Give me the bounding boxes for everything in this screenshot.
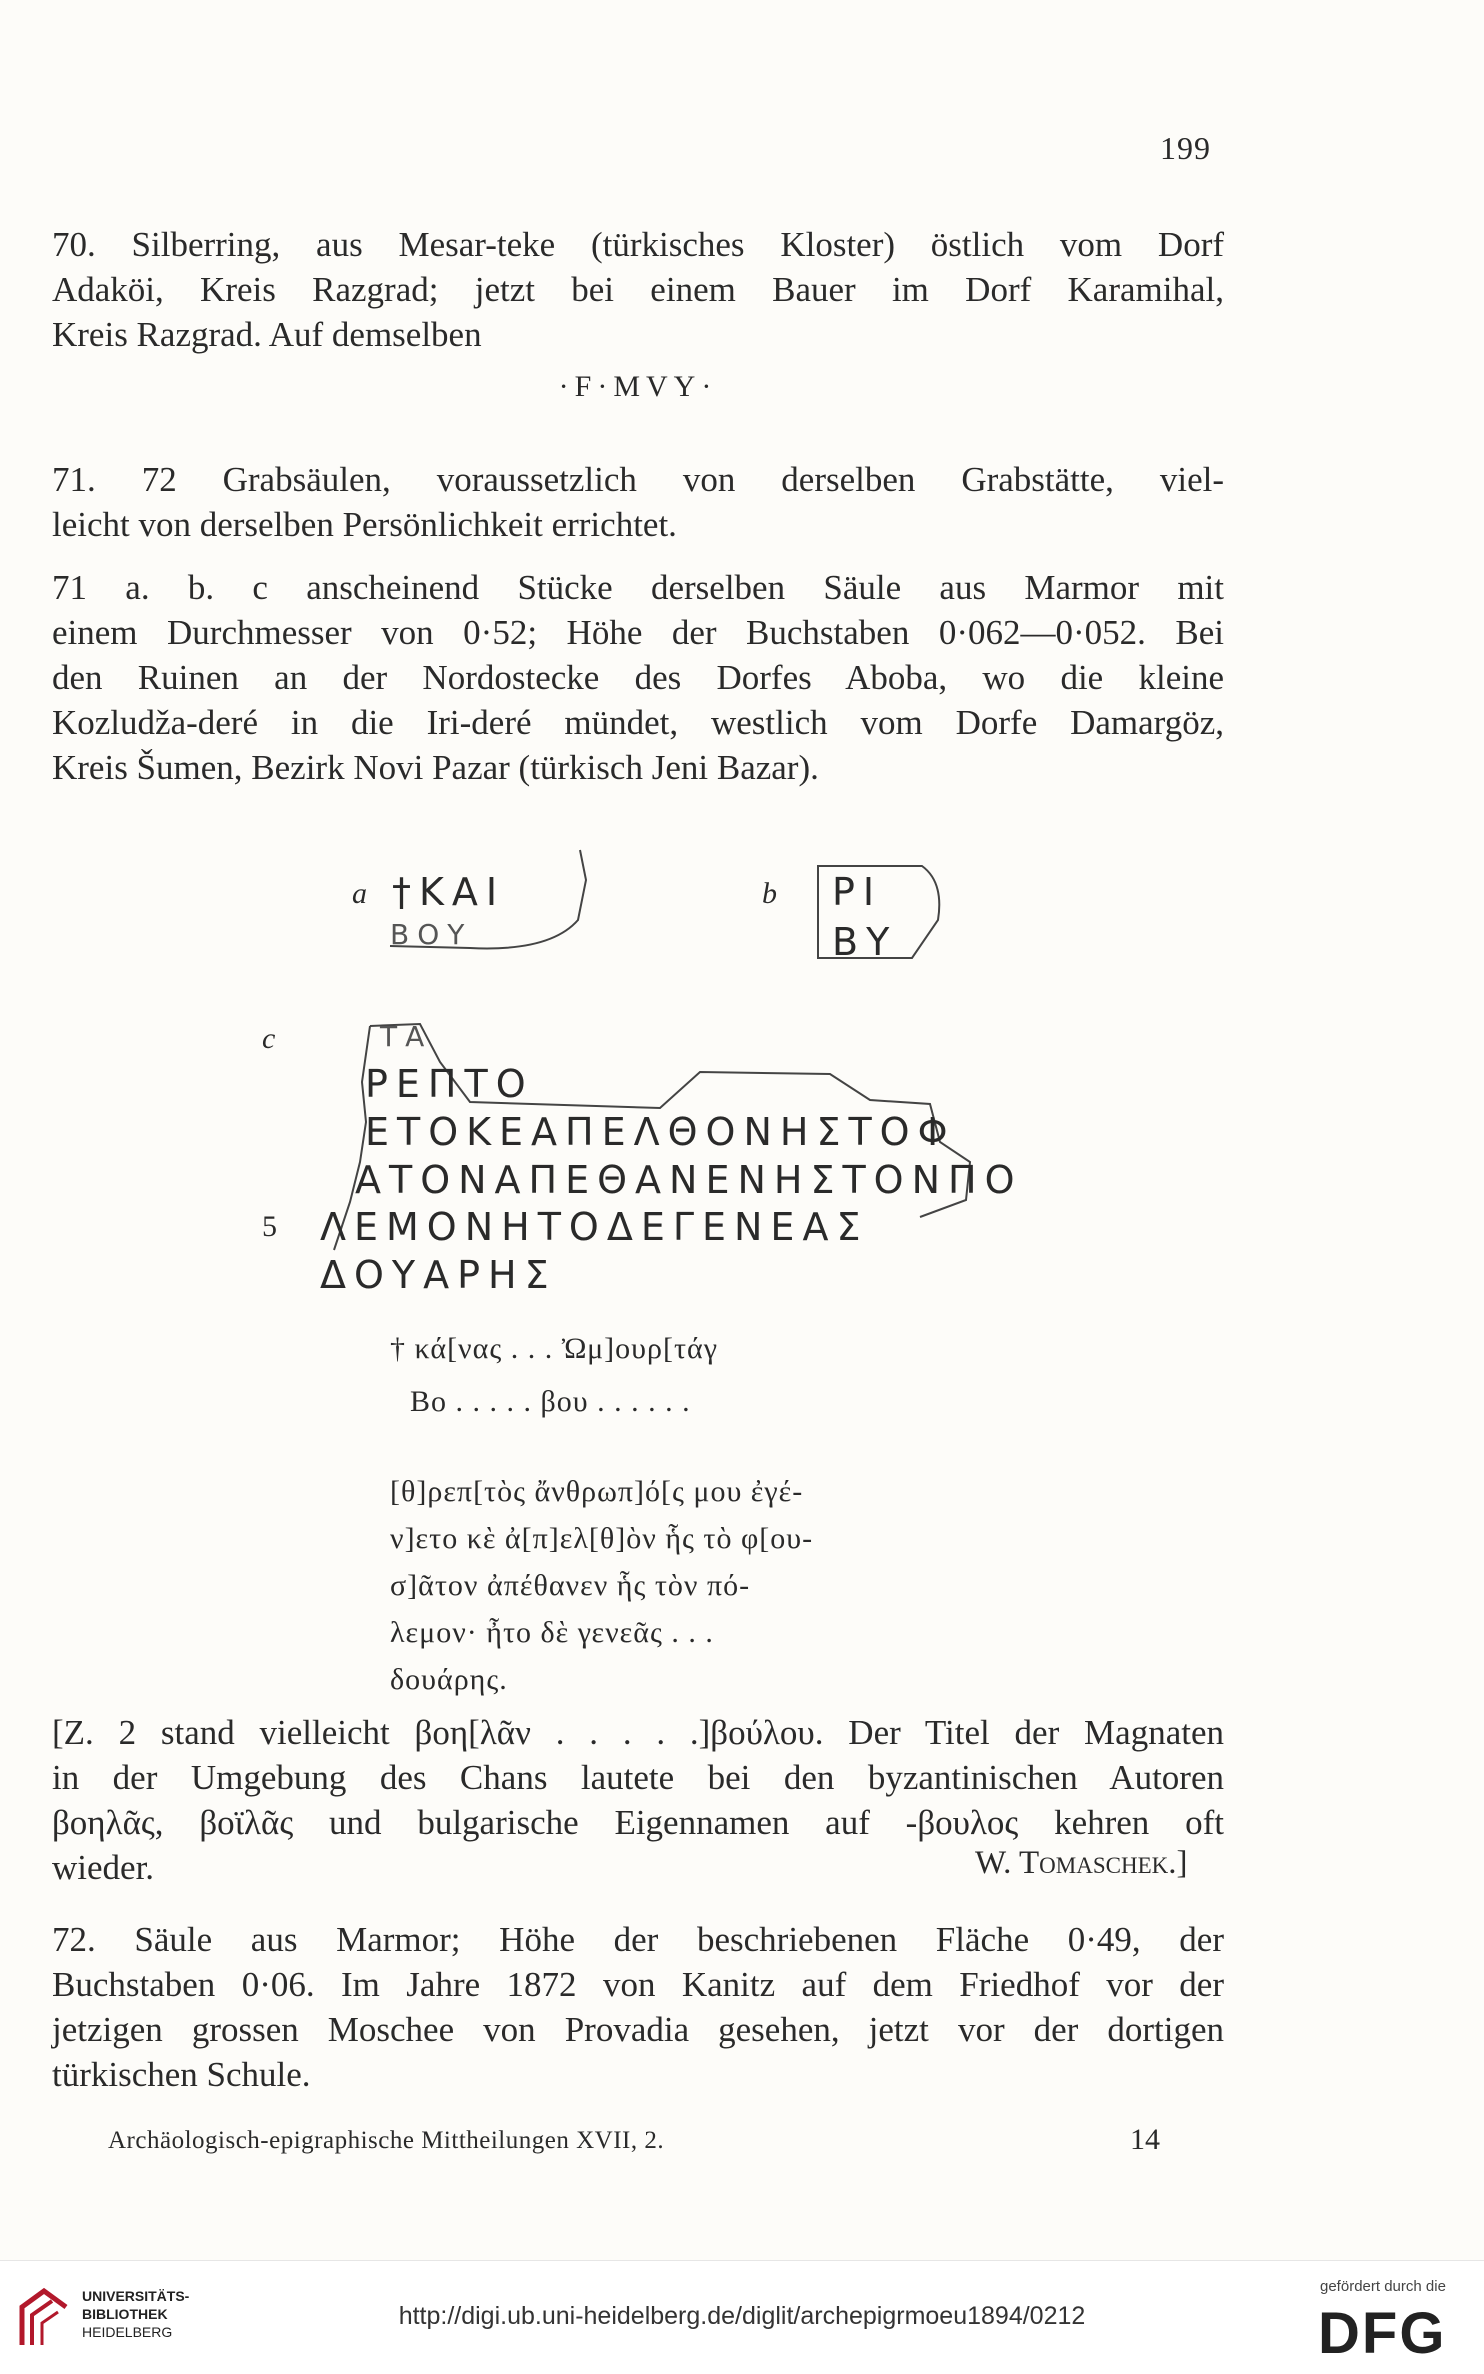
fragment-b-line2: ΒΥ xyxy=(832,920,898,964)
library-name-line: UNIVERSITÄTS- xyxy=(82,2288,190,2304)
text-line: den Ruinen an der Nordostecke des Dorfes Aboba, wo die kleine xyxy=(52,658,1224,697)
fragment-c-line: ΤΑ xyxy=(380,1020,433,1053)
text-line: Kozludža-deré in die Iri-deré mündet, westlich vom Dorfe Damargöz, xyxy=(52,703,1224,742)
paragraph-71 xyxy=(52,457,1224,547)
paragraph-72 xyxy=(52,1917,1224,2097)
fragment-c-line: ΛΕΜΟΝΗΤΟΔΕΓΕΝΕΑΣ xyxy=(320,1205,869,1249)
transcription-line: Βο . . . . . βου . . . . . . xyxy=(410,1385,691,1418)
fragment-a-line2: ΒΟΥ xyxy=(390,918,473,951)
footer-journal-title: Archäologisch-epigraphische Mittheilungen XVII, 2. xyxy=(108,2127,665,2154)
fragment-a-label: a xyxy=(352,877,367,910)
dfg-logo: DFG xyxy=(1318,2301,1447,2366)
text-line: leicht von derselben Persönlichkeit errichtet. xyxy=(52,505,677,544)
text-line: 71. 72 Grabsäulen, voraussetzlich von derselben Grabstätte, viel- xyxy=(52,460,1224,499)
transcription-line: σ]ᾶτον ἀπέθανεν ἧς τὸν πό- xyxy=(390,1569,751,1602)
text-line: 71 a. b. c anscheinend Stücke derselben Säule aus Marmor mit xyxy=(52,568,1224,607)
text-line: 70. Silberring, aus Mesar-teke (türkisches Kloster) östlich vom Dorf xyxy=(52,225,1224,264)
transcription-line: ν]ετο κὲ ἀ[π]ελ[θ]ὸν ἧς τὸ φ[ου- xyxy=(390,1522,814,1555)
text-line: türkischen Schule. xyxy=(52,2055,311,2094)
text-line: Adaköi, Kreis Razgrad; jetzt bei einem Bauer im Dorf Karamihal, xyxy=(52,270,1224,309)
text-line: [Z. 2 stand vielleicht βοη[λᾶν . . . . .]βούλου. Der Titel der Magnaten xyxy=(52,1713,1224,1752)
library-name-line: HEIDELBERG xyxy=(82,2324,173,2340)
fragment-b-label: b xyxy=(762,877,777,910)
paragraph-71abc xyxy=(52,565,1224,790)
note-signature: W. Tomaschek.] xyxy=(975,1845,1188,1881)
text-line: βοηλᾶς, βοϊλᾶς und bulgarische Eigennamen auf -βουλος kehren oft xyxy=(52,1803,1224,1842)
fragment-c-line: ΕΤΟΚΕΑΠΕΛΘΟΝΗΣΤΟΦ xyxy=(365,1110,956,1154)
source-url-link[interactable]: http://digi.ub.uni-heidelberg.de/diglit/archepigrmoeu1894/0212 xyxy=(398,2302,1086,2330)
library-name-line: BIBLIOTHEK xyxy=(82,2306,168,2322)
text-line: jetzigen grossen Moschee von Provadia gesehen, jetzt vor der dortigen xyxy=(52,2010,1224,2049)
ring-inscription: ·F·MVY· xyxy=(558,370,718,403)
paragraph-70 xyxy=(52,222,1224,357)
page-number: 199 xyxy=(1160,130,1211,166)
fragment-c-line: ΔΟΥΑΡΗΣ xyxy=(320,1253,557,1297)
text-line: 72. Säule aus Marmor; Höhe der beschriebenen Fläche 0·49, der xyxy=(52,1920,1224,1959)
text-line: Kreis Šumen, Bezirk Novi Pazar (türkisch Jeni Bazar). xyxy=(52,748,819,787)
funded-by-text: gefördert durch die xyxy=(1320,2278,1446,2295)
fragment-c-line: ΑΤΟΝΑΠΕΘΑΝΕΝΗΣΤΟΝΠΟ xyxy=(355,1158,1023,1202)
transcription-line: δουάρης. xyxy=(390,1663,508,1696)
text-line: in der Umgebung des Chans lautete bei den byzantinischen Autoren xyxy=(52,1758,1224,1797)
fragment-c-line: ΡΕΠΤΟ xyxy=(365,1062,534,1106)
text-line: einem Durchmesser von 0·52; Höhe der Buchstaben 0·062—0·052. Bei xyxy=(52,613,1224,652)
fragment-c-label: c xyxy=(262,1022,276,1055)
fragment-a-line1: †ΚΑΙ xyxy=(392,870,506,914)
fragment-c-line-number: 5 xyxy=(262,1210,277,1243)
transcription-line: [θ]ρεπ[τὸς ἄνθρωπ]ό[ς μου ἐγέ- xyxy=(390,1475,804,1508)
text-line: wieder. xyxy=(52,1848,155,1887)
text-line: Buchstaben 0·06. Im Jahre 1872 von Kanitz auf dem Friedhof vor der xyxy=(52,1965,1224,2004)
fragment-a-break-line xyxy=(380,840,600,960)
footer-signature-mark: 14 xyxy=(1130,2123,1160,2156)
transcription-line: † κά[νας . . . Ὠμ]ουρ[τάγ xyxy=(390,1332,719,1365)
transcription-line: λεμον· ἦτο δὲ γενεᾶς . . . xyxy=(390,1616,714,1649)
text-line: Kreis Razgrad. Auf demselben xyxy=(52,315,482,354)
fragment-b-line1: ΡΙ xyxy=(832,870,883,914)
